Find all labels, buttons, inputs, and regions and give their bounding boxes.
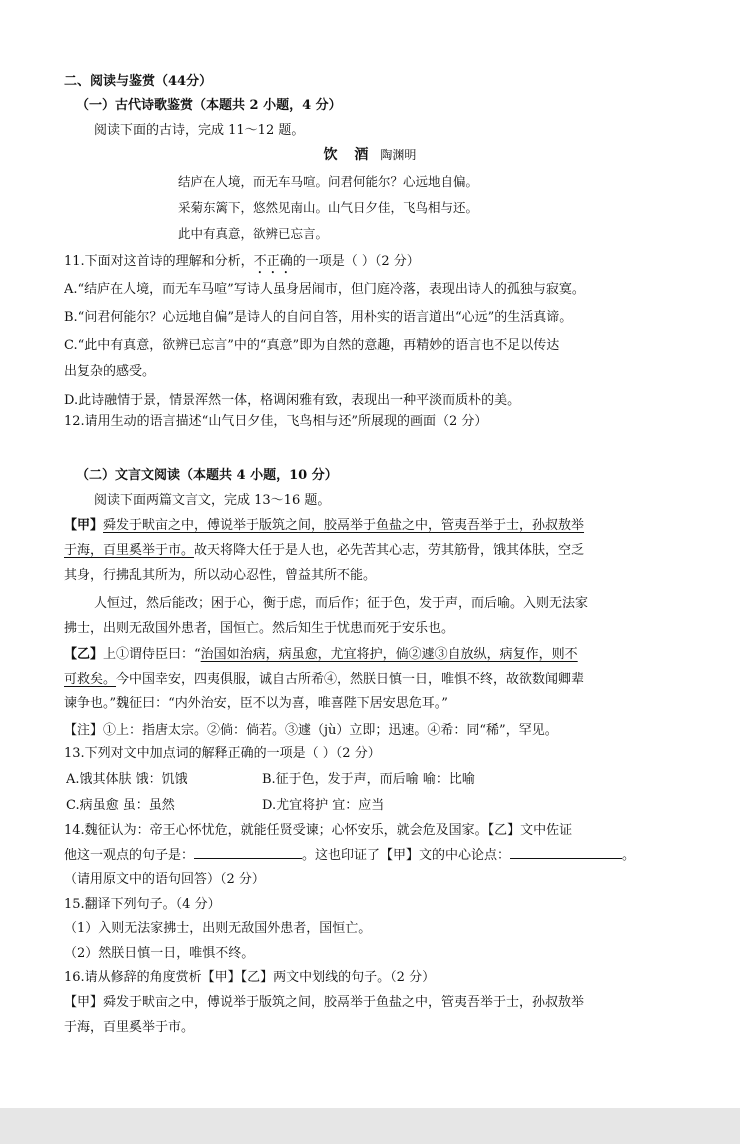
part2-intro: 阅读下面两篇文言文，完成 13～16 题。 (94, 493, 331, 508)
yi-text-1: 上①谓侍臣曰：“ (103, 647, 201, 662)
q14-line-1: 14.魏征认为：帝王心怀忧危，就能任贤受谏；心怀安乐，就会危及国家。【乙】文中佐证 (64, 823, 573, 838)
q11-option-d: D.此诗融情于景，情景浑然一体，格调闲雅有致，表现出一种平淡而质朴的美。 (64, 393, 521, 408)
q11-stem (64, 252, 682, 277)
section-heading: 二、阅读与鉴赏（44分） (64, 74, 213, 89)
q14-text-b: 。这也印证了【甲】文的中心论点： (302, 848, 511, 863)
poem-title: 饮 酒 (323, 147, 375, 163)
yi-line-1 (64, 645, 682, 665)
jia-line-1 (64, 516, 682, 536)
jia-para2-line1: 人恒过，然后能改；困于心，衡于虑，而后作；征于色，发于声，而后喻。入则无法家 (94, 596, 589, 611)
q15-sentence-2: （2）然朕日慎一日，唯惧不终。 (64, 946, 255, 961)
q11-option-b: B.“问君何能尔？心远地自偏”是诗人的自问自答，用朴实的语言道出“心远”的生活真谛。 (64, 310, 573, 325)
poem-title-line (0, 145, 740, 166)
notes: 【注】①上：指唐太宗。②倘：倘若。③遽（jù）立即；迅速。④希：同“稀”，罕见。 (64, 723, 558, 738)
yi-underlined-2: 可救矣。 (64, 672, 117, 687)
q15-stem: 15.翻译下列句子。（4 分） (64, 897, 221, 912)
poem-author: 陶渊明 (380, 148, 417, 162)
q11-stem-tail: 的一项是（ ）（2 分） (292, 254, 420, 269)
poem-line-2: 采菊东篱下，悠然见南山。山气日夕佳，飞鸟相与还。 (178, 200, 479, 215)
q15-sentence-1: （1）入则无法家拂士，出则无敌国外患者，国恒亡。 (64, 921, 372, 936)
part1-intro: 阅读下面的古诗，完成 11～12 题。 (94, 123, 305, 138)
yi-text-2: 今中国幸安，四夷俱服，诚自古所希④，然朕日慎一日，唯惧不终，故欲数闻卿辈 (116, 672, 585, 687)
q14-text-c: 。 (622, 848, 636, 863)
jia-line-2 (64, 541, 682, 561)
q13-stem: 13.下列对文中加点词的解释正确的一项是（ ）（2 分） (64, 746, 381, 761)
q12-stem: 12.请用生动的语言描述“山气日夕佳，飞鸟相与还”所展现的画面（2 分） (64, 414, 488, 429)
q11-stem-text: 11.下面对这首诗的理解和分析， (64, 254, 254, 269)
jia-underlined-1: 舜发于畎亩之中，傅说举于版筑之间，胶鬲举于鱼盐之中，管夷吾举于士，孙叔敖举 (103, 518, 585, 533)
bottom-gray-bar (0, 1108, 740, 1144)
jia-para2-line2: 拂士，出则无敌国外患者，国恒亡。然后知生于忧患而死于安乐也。 (64, 621, 455, 636)
q11-option-c-line1: C.“此中有真意，欲辨已忘言”中的“真意”即为自然的意趣，再精妙的语言也不足以传达 (64, 338, 560, 353)
q16-quote-line-2: 于海，百里奚举于市。 (64, 1020, 195, 1035)
q14-line-2 (64, 846, 682, 866)
jia-text-2: 故天将降大任于是人也，必先苦其心志，劳其筋骨，饿其体肤，空乏 (194, 543, 585, 558)
q13-option-c: C.病虽愈 虽：虽然 (66, 798, 175, 813)
q13-option-b: B.征于色，发于声，而后喻 喻：比喻 (262, 772, 475, 787)
poem-line-3: 此中有真意，欲辨已忘言。 (178, 226, 329, 241)
part2-heading: （二）文言文阅读（本题共 4 小题，10 分） (76, 468, 338, 483)
q16-quote-line-1: 【甲】舜发于畎亩之中，傅说举于版筑之间，胶鬲举于鱼盐之中，管夷吾举于士，孙叔敖举 (64, 995, 585, 1010)
jia-line-3: 其身，行拂乱其所为，所以动心忍性，曾益其所不能。 (64, 568, 377, 583)
yi-line-2 (64, 670, 682, 690)
q14-text-a: 他这一观点的句子是： (64, 848, 195, 863)
q16-stem: 16.请从修辞的角度赏析【甲】【乙】两文中划线的句子。（2 分） (64, 970, 436, 985)
q11-option-a: A.“结庐在人境，而无车马喧”写诗人虽身居闹市，但门庭冷落，表现出诗人的孤独与寂寞。 (64, 282, 585, 297)
q11-option-c-line2: 出复杂的感受。 (64, 364, 156, 379)
part1-heading: （一）古代诗歌鉴赏（本题共 2 小题，4 分） (76, 98, 342, 113)
q13-option-a: A.饿其体肤 饿：饥饿 (66, 772, 188, 787)
jia-mark: 【甲】 (64, 518, 104, 533)
q14-answer-blank-1[interactable] (194, 846, 302, 859)
q13-option-d: D.尤宜将护 宜：应当 (262, 798, 385, 813)
yi-mark: 【乙】 (64, 647, 104, 662)
jia-underlined-2: 于海，百里奚举于市。 (64, 543, 195, 558)
q14-line-3: （请用原文中的语句回答）（2 分） (64, 872, 265, 887)
yi-underlined-1: 治国如治病，病虽愈，尤宜将护，倘②遽③自放纵，病复作，则不 (200, 647, 578, 662)
q14-answer-blank-2[interactable] (510, 846, 622, 859)
poem-line-1: 结庐在人境，而无车马喧。问君何能尔？心远地自偏。 (178, 174, 479, 189)
q11-emphasis: 不正确 (253, 254, 293, 269)
yi-line-3: 谏争也。”魏征曰：“内外治安，臣不以为喜，唯喜陛下居安思危耳。” (64, 696, 448, 711)
